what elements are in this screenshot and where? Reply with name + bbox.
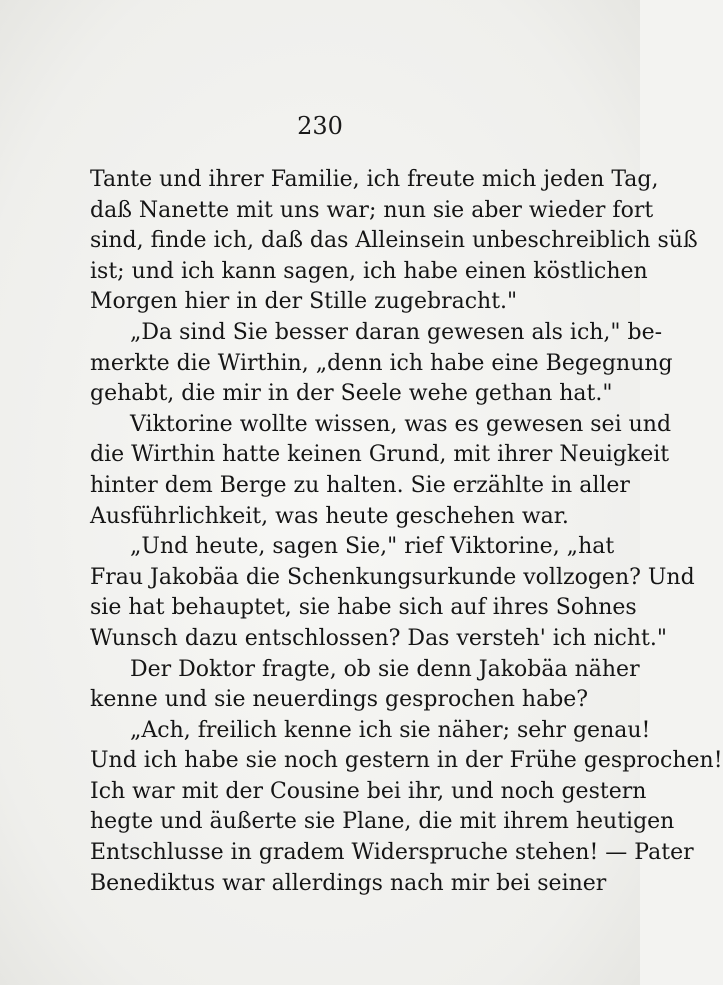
text-line: Frau Jakobäa die Schenkungsurkunde vollzogen? Und [90, 564, 695, 590]
text-line: „Und heute, sagen Sie," rief Viktorine, „hat [130, 534, 615, 560]
text-line: daß Nanette mit uns war; nun sie aber wieder fort [90, 197, 654, 223]
text-line: hegte und äußerte sie Plane, die mit ihrem heutigen [90, 809, 675, 835]
text-line: Morgen hier in der Stille zugebracht." [90, 289, 518, 315]
paragraph [90, 532, 695, 654]
text-line: sie hat behauptet, sie habe sich auf ihres Sohnes [90, 595, 637, 621]
text-line: kenne und sie neuerdings gesprochen habe? [90, 687, 589, 713]
text-line: „Da sind Sie besser daran gewesen als ich," be- [130, 319, 663, 345]
text-line: „Ach, freilich kenne ich sie näher; sehr genau! [130, 717, 651, 743]
text-line: hinter dem Berge zu halten. Sie erzählte in aller [90, 472, 630, 498]
text-line: Benediktus war allerdings nach mir bei seiner [90, 870, 607, 896]
text-line: ist; und ich kann sagen, ich habe einen köstlichen [90, 258, 648, 284]
page-body-text [90, 165, 723, 899]
text-line: Ich war mit der Cousine bei ihr, und noch gestern [90, 778, 647, 804]
page-number: 230 [297, 112, 343, 140]
text-line: Wunsch dazu entschlossen? Das versteh' ich nicht." [90, 625, 667, 651]
text-line: Viktorine wollte wissen, was es gewesen sei und [130, 411, 672, 437]
text-line: Tante und ihrer Familie, ich freute mich jeden Tag, [90, 167, 659, 192]
paragraph [90, 318, 673, 410]
text-line: gehabt, die mir in der Seele wehe gethan hat." [90, 381, 613, 407]
text-line: die Wirthin hatte keinen Grund, mit ihrer Neuigkeit [90, 442, 670, 468]
text-line: merkte die Wirthin, „denn ich habe eine Begegnung [90, 350, 673, 376]
paragraph [90, 165, 698, 318]
paragraph [90, 716, 723, 900]
paragraph [90, 410, 672, 532]
paragraph [90, 655, 640, 716]
text-line: Der Doktor fragte, ob sie denn Jakobäa näher [130, 656, 640, 682]
text-line: Ausführlichkeit, was heute geschehen war. [90, 503, 569, 529]
text-line: sind, finde ich, daß das Alleinsein unbeschreiblich süß [90, 228, 698, 254]
text-line: Und ich habe sie noch gestern in der Frühe gesprochen! [90, 748, 723, 774]
text-line: Entschlusse in gradem Widerspruche stehen! — Pater [90, 840, 694, 866]
